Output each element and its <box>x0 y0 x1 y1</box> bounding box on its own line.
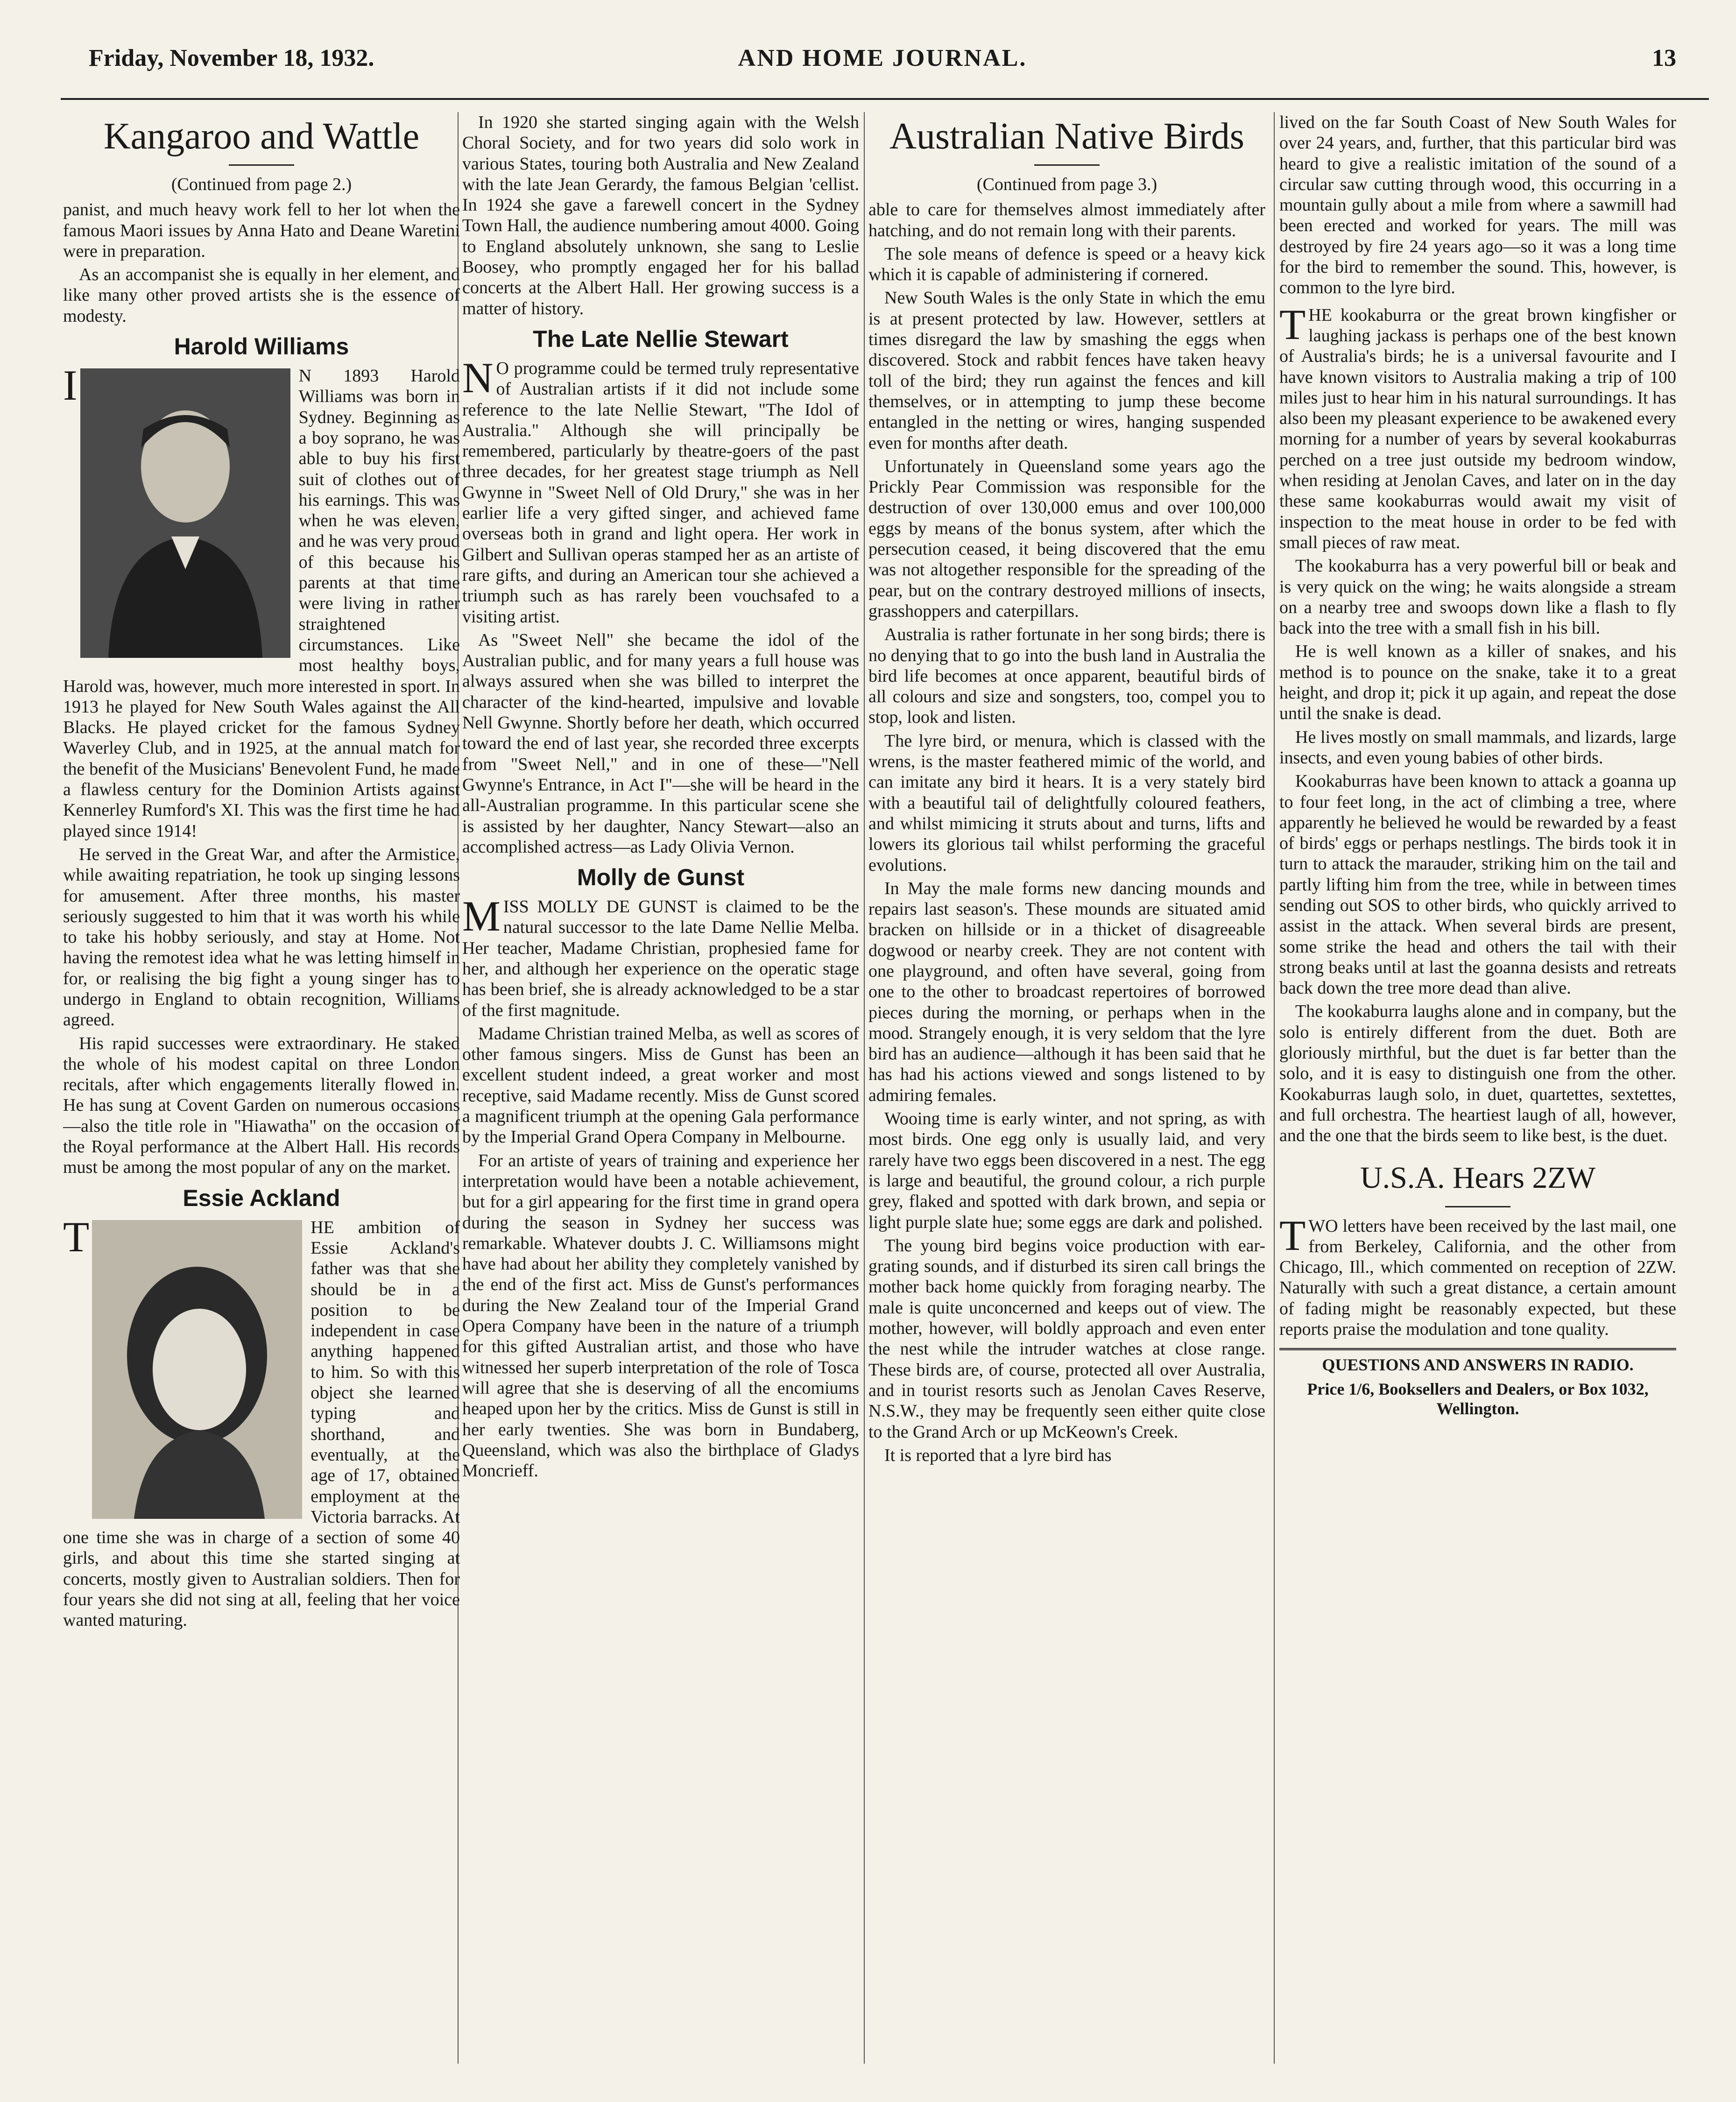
paragraph: His rapid successes were extraordinary. He staked the whole of his modest capital on three London recitals, after which engagements literally flowed in. He has sung at Covent Garden on numerous occasions—also the title role in "Hiawatha" on the occasion of the Royal performance at the Albert Hall. His records must be among the most popular of any on the market. <box>63 1033 460 1178</box>
column-1 <box>63 112 460 2064</box>
title-rule <box>1034 164 1100 166</box>
paragraph-ackland-1: T HE ambition of Essie Ackland's father was that she should be in a position to be independent in case anything happened to him. So with this object she learned typing and shorthand, and eventually, at the age of 17, obtained employment at the Victoria barracks. At one time she was in charge of a section of some 40 girls, and about this time she started singing at concerts, mostly given to Australian soldiers. Then for four years she did not sing at all, feeling that her voice wanted maturing. <box>63 1213 460 1630</box>
column-3 <box>868 112 1265 2064</box>
article-title-birds: Australian Native Birds <box>889 116 1244 157</box>
paragraph: lived on the far South Coast of New South Wales for over 24 years, and, further, that this particular bird was heard to give a realistic imitation of the sound of a circular saw cutting through wood, this occurring in a mountain gully about a mile from where a sawmill had been erected and worked for years. The mill was destroyed by fire 24 years ago—so it was a long time for the bird to remember the sound. This, however, is common to the lyre bird. <box>1279 113 1676 298</box>
column-4 <box>1279 112 1676 2064</box>
paragraph: He lives mostly on small mammals, and lizards, large insects, and even young babies of other birds. <box>1279 727 1676 768</box>
article-title-kangaroo: Kangaroo and Wattle <box>103 116 420 157</box>
paragraph: Unfortunately in Queensland some years ago the Prickly Pear Commission was responsible for the destruction of over 130,000 emus and over 100,000 eggs by means of the bonus system, after which the persecution ceased, it being discovered that the emu was not altogether responsible for the spreading of the pear, but on the contrary destroyed millions of insects, grasshoppers and caterpillars. <box>868 456 1265 621</box>
paragraph: The kookaburra laughs alone and in company, but the solo is entirely different from the duet. Both are gloriously mirthful, but the duet is far better than the solo, and it is easy to distinguish one from the other. Kookaburras laugh solo, in duet, quartettes, sextettes, and full orchestra. The heartiest laugh of all, however, and the one that the birds seem to like best, is the duet. <box>1279 1002 1676 1146</box>
column-rule <box>1274 112 1275 2064</box>
article-title-usa: U.S.A. Hears 2ZW <box>1360 1160 1596 1195</box>
paragraph: N O programme could be termed truly representative of Australian artists if it did not include some reference to the late Nellie Stewart, "The Idol of Australia." Although she will principally be remembered, particularly by theatre-goers of the past three decades, for her greatest stage triumph as Nell Gwynne in "Sweet Nell of Old Drury," she was in her earlier life a very gifted singer, and achieved fame overseas both in grand and light opera. Her work in Gilbert and Sullivan operas stamped her as an artiste of rare gifts, and during an American tour she achieved a triumph such as has rarely been vouchsafed to a visiting artist. <box>462 353 859 627</box>
section-heading-gunst: Molly de Gunst <box>577 864 745 891</box>
masthead-rule <box>61 98 1709 100</box>
drop-cap: T <box>63 1213 90 1261</box>
advert-title: QUESTIONS AND ANSWERS IN RADIO. <box>1322 1355 1634 1375</box>
column-rule <box>864 112 865 2064</box>
issue-date: Friday, November 18, 1932. <box>89 45 374 71</box>
continued-note: (Continued from page 2.) <box>171 175 352 194</box>
paragraph: panist, and much heavy work fell to her lot when the famous Maori issues by Anna Hato and Deane Waretini were in preparation. <box>63 200 460 261</box>
paragraph: It is reported that a lyre bird has <box>884 1445 1112 1465</box>
title-rule <box>229 164 294 166</box>
paragraph: The young bird begins voice production with ear-grating sounds, and if disturbed its siren call brings the mother back home quickly from foraging nearby. The male is quite unconcerned and keeps out of view. The mother, however, will boldly approach and even enter the nest while the intruder watches at close range. These birds are, of course, protected all over Australia, and in tourist resorts such as Jenolan Caves Reserve, N.S.W., they may be frequently seen either quite close to the Grand Arch or up McKeown's Creek. <box>868 1235 1265 1442</box>
advert-price: Price 1/6, Booksellers and Dealers, or Box 1032, Wellington. <box>1307 1380 1649 1418</box>
harold-williams-photo <box>80 368 290 658</box>
drop-cap: M <box>462 892 501 940</box>
paragraph: The kookaburra has a very powerful bill or beak and is very quick on the wing; he waits alongside a stream on a nearby tree and swoops down like a flash to fly back into the tree with a small fish in his bill. <box>1279 556 1676 638</box>
paragraph: Australia is rather fortunate in her song birds; there is no denying that to go into the bush land in Australia the bird life becomes at once apparent, beautiful birds of all colours and size and songsters, too, compel you to stop, look and listen. <box>868 625 1265 727</box>
column-2 <box>462 112 859 2064</box>
page-number: 13 <box>1652 45 1676 71</box>
paragraph: Kookaburras have been known to attack a goanna up to four feet long, in the act of climbing a tree, where apparently he believed he would be rewarded by a feast of birds' eggs or perhaps nestlings. The birds took it in turn to attack the marauder, striking him on the tail and partly lifting him from the tree, while in between times sending out SOS to other birds, who quickly arrived to assist in the attack. When several birds are present, some strike the head and others the tail with their strong beaks until at last the goanna desists and retreats back down the tree more dead than alive. <box>1279 771 1676 998</box>
essie-ackland-photo <box>92 1220 302 1519</box>
paragraph: T WO letters have been received by the last mail, one from Berkeley, California, and the other from Chicago, Ill., which commented on reception of 2ZW. Naturally with such a great distance, a certain amount of fading might be reasonably expected, but these reports praise the modulation and tone quality. <box>1279 1211 1676 1340</box>
paragraph: As "Sweet Nell" she became the idol of the Australian public, and for many years a full house was always assured when she was billed to interpret the character of the kind-hearted, impulsive and lovable Nell Gwynne. Shortly before her death, which occurred toward the end of last year, she recorded three excerpts from "Sweet Nell," and in one of these—"Nell Gwynne's Entrance, in Act I"—she will be heard in the all-Australian programme. In this particular scene she is assisted by her daughter, Nancy Stewart—also an accomplished actress—as Lady Olivia Vernon. <box>462 630 859 857</box>
advert-box <box>1279 1348 1676 1418</box>
drop-cap: I <box>63 361 78 409</box>
paragraph: For an artiste of years of training and experience her interpretation would have been a notable achievement, but for a girl appearing for the first time in grand opera during the season in Sydney her success was remarkable. Whatever doubts J. C. Williamsons might have had about her ability they completely vanished by the end of the first act. Miss de Gunst's performances during the New Zealand tour of the Imperial Grand Opera Company have been in the nature of a triumph for this gifted Australian artist, and those who have witnessed her superb interpretation of the role of Tosca will agree that she is deserving of all the encomiums heaped upon her by the critics. Miss de Gunst is still in her early twenties. She was born in Bundaberg, Queensland, which was also the birthplace of Gladys Moncrieff. <box>462 1150 859 1481</box>
paragraph: As an accompanist she is equally in her element, and like many other proved artists she is the essence of modesty. <box>63 265 460 326</box>
paragraph: The lyre bird, or menura, which is classed with the wrens, is the master feathered mimic of the world, and can imitate any bird it hears. It is a very stately bird with a beautiful tail of delightfully coloured feathers, and whilst mimicing it struts about and turns, lifts and lowers its glorious tail whilst performing the graceful evolutions. <box>868 731 1265 875</box>
drop-cap: T <box>1279 300 1306 348</box>
paragraph: Wooing time is early winter, and not spring, as with most birds. One egg only is usually laid, and very rarely have two eggs been discovered in a nest. The egg is large and beautiful, the ground colour, a rich purple grey, flaked and spotted with dark brown, and sepia or light purple slate hue; some eggs are dark and polished. <box>868 1109 1265 1232</box>
section-heading-ackland: Essie Ackland <box>183 1185 340 1211</box>
paragraph-williams-1: I N 1893 Harold Williams was born in Sydney. Beginning as a boy soprano, he was able to buy his first suit of clothes out of his earnings. This was when he was eleven, and he was very proud of this because his parents at that time were living in rather straightened circumstances. Like most healthy boys, Harold was, however, much more interested in sport. In 1913 he played for New South Wales against the All Blacks. He played cricket for the famous Sydney Waverley Club, and in 1925, at the annual match for the benefit of the Musicians' Benevolent Fund, he made a flawless century for the Dominion Artists against Kennerley Rumford's XI. This was the first time he had played since 1914! <box>63 361 460 841</box>
paragraph: Madame Christian trained Melba, as well as scores of other famous singers. Miss de Gunst has been an excellent student indeed, a great worker and most receptive, said Madame recently. Miss de Gunst scored a magnificent triumph at the opening Gala performance by the Imperial Grand Opera Company in Melbourne. <box>462 1023 859 1147</box>
section-heading-williams: Harold Williams <box>174 333 349 360</box>
paragraph: New South Wales is the only State in which the emu is at present protected by law. However, settlers at times disregard the law by smashing the eggs when discovered. Stock and rabbit fences have taken heavy toll of the bird; they run against the fences and kill themselves, or in attempting to jump these become entangled in the netting or wires, hanging suspended even for months after death. <box>868 288 1265 453</box>
continued-note: (Continued from page 3.) <box>976 175 1157 194</box>
paragraph: T HE kookaburra or the great brown kingfisher or laughing jackass is perhaps one of the best known of Australia's birds; he is a universal favourite and I have known visitors to Australia making a trip of 100 miles just to hear him in his natural surroundings. It has also been my pleasant experience to be awakened every morning for a number of years by several kookaburras perched on a tree just outside my bedroom window, when residing at Jenolan Caves, and later on in the day these same kookaburras would await my visit of inspection to the meat house in order to be fed with small pieces of raw meat. <box>1279 300 1676 552</box>
paragraph: able to care for themselves almost immediately after hatching, and do not remain long with their parents. <box>868 200 1265 240</box>
paragraph: In May the male forms new dancing mounds and repairs last season's. These mounds are situated amid bracken on hillside or in a thicket of disagreeable dogwood or nearby creek. They are not content with one playground, and often have several, going from one to the other to broadcast repertoires of borrowed pieces during the morning, or perhaps when in the mood. Strangely enough, it is very seldom that the lyre bird has an audience—although it has been said that he has had his actions viewed and songs listened to by admiring females. <box>868 878 1265 1105</box>
paragraph: In 1920 she started singing again with the Welsh Choral Society, and for two years did solo work in various States, touring both Australia and New Zealand with the late Jean Gerardy, the famous Belgian 'cellist. In 1924 she gave a farewell concert in the Sydney Town Hall, the audience numbering amout 4000. Going to England absolutely unknown, she sang to Leslie Boosey, who promptly engaged her for his ballad concerts at the Albert Hall. Her growing success is a matter of history. <box>462 113 859 318</box>
paragraph: He served in the Great War, and after the Armistice, while awaiting repatriation, he took up singing lessons for amusement. After three months, his master seriously suggested to him that it was worth his while to take his hobby seriously, and stay at Home. Not having the remotest idea what he was letting himself in for, or realising the big fight a young singer has to undergo in England to obtain recognition, Williams agreed. <box>63 844 460 1030</box>
masthead <box>89 44 1676 96</box>
paragraph: The sole means of defence is speed or a heavy kick which it is capable of administering if cornered. <box>868 244 1265 285</box>
drop-cap: N <box>462 353 494 402</box>
journal-name: AND HOME JOURNAL. <box>738 45 1027 71</box>
paragraph: He is well known as a killer of snakes, and his method is to pounce on the snake, take it to a great height, and drop it; pick it up again, and repeat the dose until the snake is dead. <box>1279 642 1676 724</box>
drop-cap: T <box>1279 1211 1306 1259</box>
section-heading-stewart: The Late Nellie Stewart <box>533 325 789 352</box>
paragraph: M ISS MOLLY DE GUNST is claimed to be the natural successor to the late Dame Nellie Melba. Her teacher, Madame Christian, prophesied fame for her, and although her experience on the operatic stage has been brief, she is already acknowledged to be a star of the first magnitude. <box>462 892 859 1020</box>
title-rule <box>1445 1206 1510 1207</box>
